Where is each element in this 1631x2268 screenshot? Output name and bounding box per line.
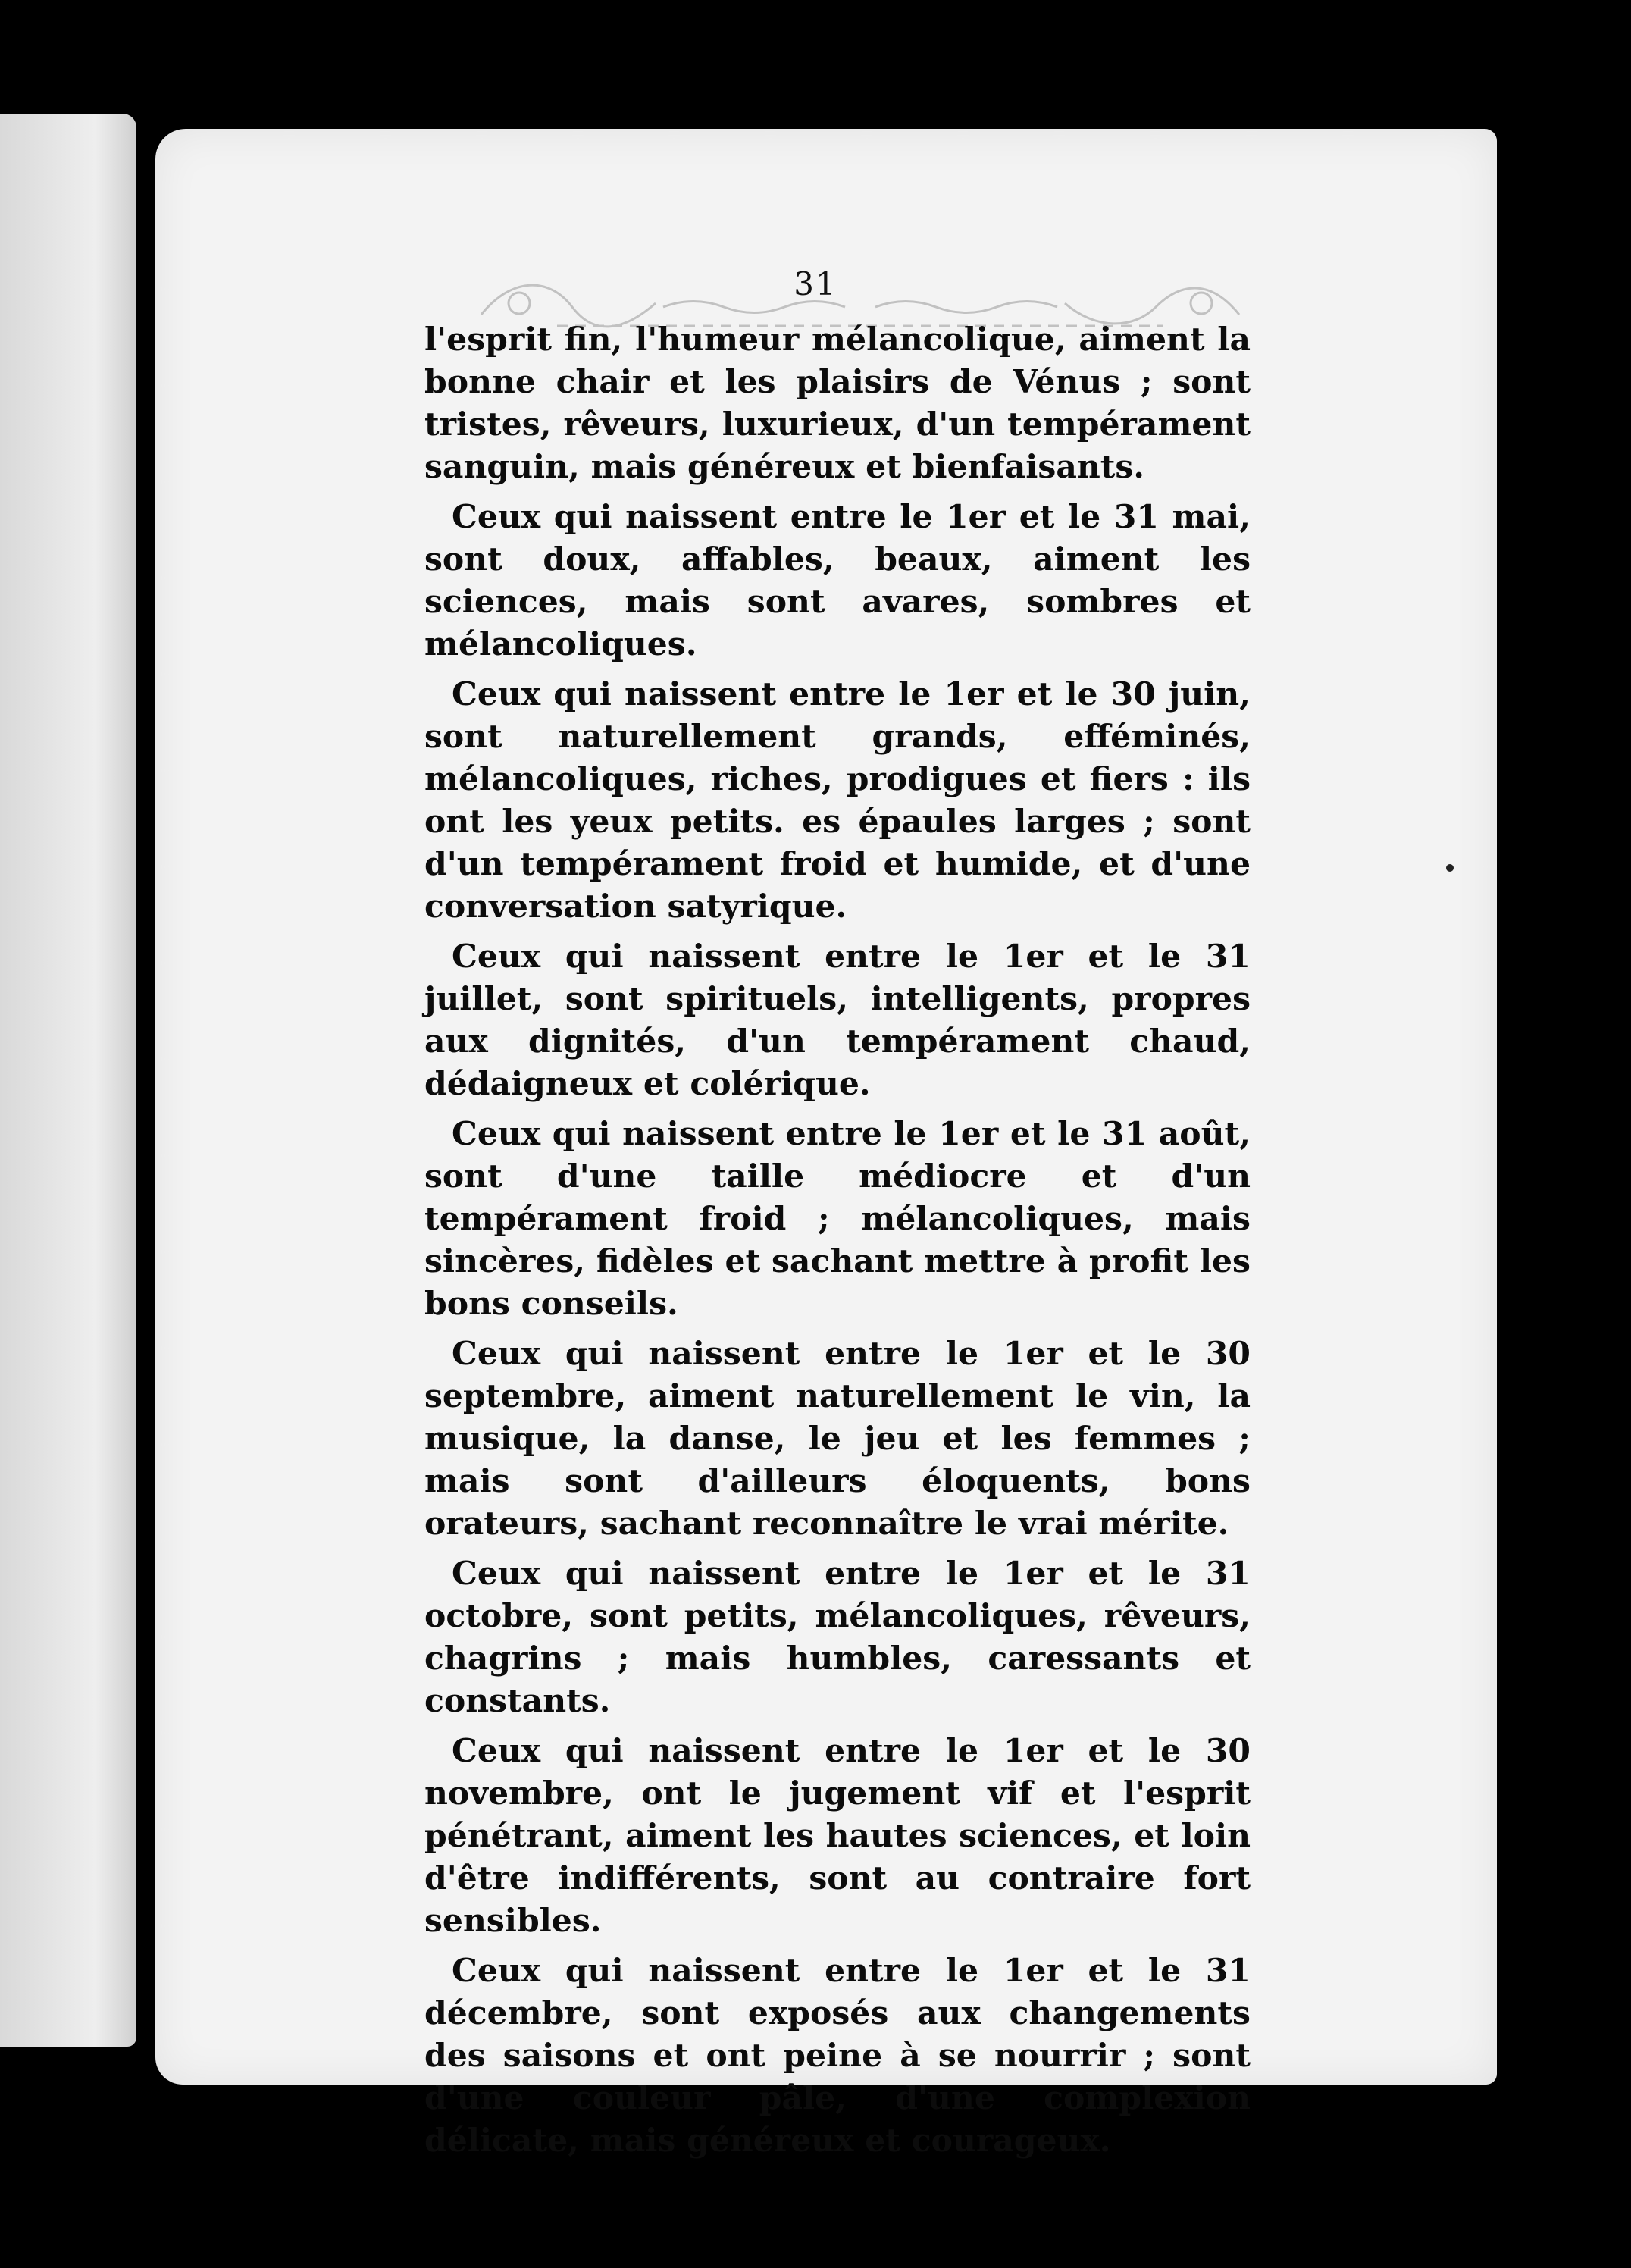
paragraph-6: Ceux qui naissent entre le 1er et le 30 septembre, aiment naturellement le vin, la musique, la danse, le jeu et les femmes ; mais sont d'ailleurs éloquents, bons orateurs, sachant reconnaître le vrai mérite.	[424, 1335, 1251, 1543]
paragraph-9: Ceux qui naissent entre le 1er et le 31 décembre, sont exposés aux changements des saisons et ont peine à se nourrir ; sont d'une couleur pâle, d'une complexion délicate, mais généreux et courageux.	[424, 1952, 1251, 2160]
paragraph-1: l'esprit fin, l'humeur mélancolique, aiment la bonne chair et les plaisirs de Vénus ; sont tristes, rêveurs, luxurieux, d'un tempérament sanguin, mais généreux et bienfaisants.	[424, 321, 1251, 486]
page-number: 31	[794, 265, 837, 302]
paragraph-8: Ceux qui naissent entre le 1er et le 30 novembre, ont le jugement vif et l'esprit pénétrant, aiment les hautes sciences, et loin d'être indifférents, sont au contraire fort sensibles.	[424, 1732, 1251, 1940]
page-text	[424, 318, 1251, 2169]
paragraph-2: Ceux qui naissent entre le 1er et le 31 mai, sont doux, affables, beaux, aiment les sciences, mais sont avares, sombres et mélancoliques.	[424, 498, 1251, 663]
paragraph-5: Ceux qui naissent entre le 1er et le 31 août, sont d'une taille médiocre et d'un tempérament froid ; mélancoliques, mais sincères, fidèles et sachant mettre à profit les bons conseils.	[424, 1115, 1251, 1323]
paragraph-4: Ceux qui naissent entre le 1er et le 31 juillet, sont spirituels, intelligents, propres aux dignités, d'un tempérament chaud, dédaigneux et colérique.	[424, 938, 1251, 1103]
left-page-edge	[0, 114, 136, 2047]
ink-speck	[1446, 864, 1454, 872]
paragraph-7: Ceux qui naissent entre le 1er et le 31 octobre, sont petits, mélancoliques, rêveurs, chagrins ; mais humbles, caressants et constants.	[424, 1555, 1251, 1720]
paragraph-3: Ceux qui naissent entre le 1er et le 30 juin, sont naturellement grands, efféminés, mélancoliques, riches, prodigues et fiers : ils ont les yeux petits. es épaules larges ; sont d'un tempérament froid et humide, et d'une conversation satyrique.	[424, 675, 1251, 926]
